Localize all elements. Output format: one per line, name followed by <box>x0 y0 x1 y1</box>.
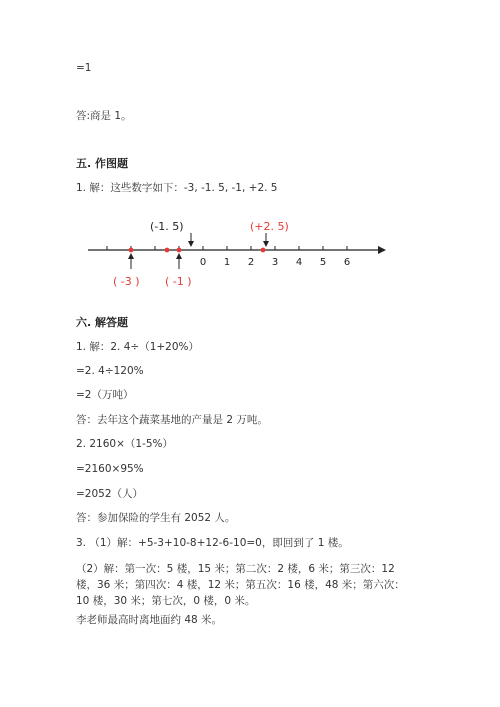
problem-6-1-step1: =2. 4÷120% <box>76 365 144 377</box>
section-5-heading: 五. 作图题 <box>76 157 129 170</box>
problem-5-1: 1. 解：这些数字如下：-3, -1. 5, -1, +2. 5 <box>76 182 278 194</box>
tick-label-3: 3 <box>271 257 279 268</box>
problem-6-2: 2. 2160×（1-5%） <box>76 438 174 450</box>
problem-6-1-step2: =2（万吨） <box>76 389 134 401</box>
label-neg1-5: (-1. 5) <box>150 220 184 233</box>
problem-6-2-answer: 答：参加保险的学生有 2052 人。 <box>76 512 236 524</box>
tick-label-6: 6 <box>343 257 351 268</box>
tick-label-5: 5 <box>319 257 327 268</box>
arrowhead-up-neg1 <box>176 253 182 259</box>
label-neg1: ( -1 ) <box>165 275 192 288</box>
point-neg1 <box>177 248 182 253</box>
problem-6-3-part1: 3. （1）解：+5-3+10-8+12-6-10=0，即回到了 1 楼。 <box>76 537 349 549</box>
arrowhead-down-neg1-5 <box>188 241 194 247</box>
label-neg3: ( -3 ) <box>113 275 140 288</box>
problem-6-3-part2: （2）解：第一次：5 楼，15 米；第二次：2 楼，6 米；第三次：12 楼，36 米；第四次：4 楼，12 米；第五次：16 楼，48 米；第六次：10 楼，30 米；第七次，0 楼，0 米。 <box>76 563 405 607</box>
point-neg1-5 <box>165 248 170 253</box>
arrowhead-down-pos2-5 <box>263 241 269 247</box>
tick-label-2: 2 <box>247 257 255 268</box>
answer-line: 答:商是 1。 <box>76 110 132 122</box>
label-pos2-5: (+2. 5) <box>250 220 289 233</box>
problem-6-2-step2: =2052（人） <box>76 488 144 500</box>
point-pos2-5 <box>261 248 266 253</box>
problem-6-1: 1. 解：2. 4÷（1+20%） <box>76 341 200 353</box>
tick-label-1: 1 <box>223 257 231 268</box>
arrowhead-up-neg3 <box>128 253 134 259</box>
problem-6-2-step1: =2160×95% <box>76 463 144 475</box>
tick-label-0: 0 <box>199 257 207 268</box>
point-neg3 <box>129 248 134 253</box>
problem-6-1-answer: 答：去年这个蔬菜基地的产量是 2 万吨。 <box>76 414 268 426</box>
problem-6-3-conclusion: 李老师最高时离地面约 48 米。 <box>76 614 223 626</box>
equation-result: =1 <box>76 62 92 74</box>
number-line-diagram <box>80 215 390 295</box>
section-6-heading: 六. 解答题 <box>76 316 129 329</box>
tick-label-4: 4 <box>295 257 303 268</box>
arrowhead <box>378 246 386 254</box>
